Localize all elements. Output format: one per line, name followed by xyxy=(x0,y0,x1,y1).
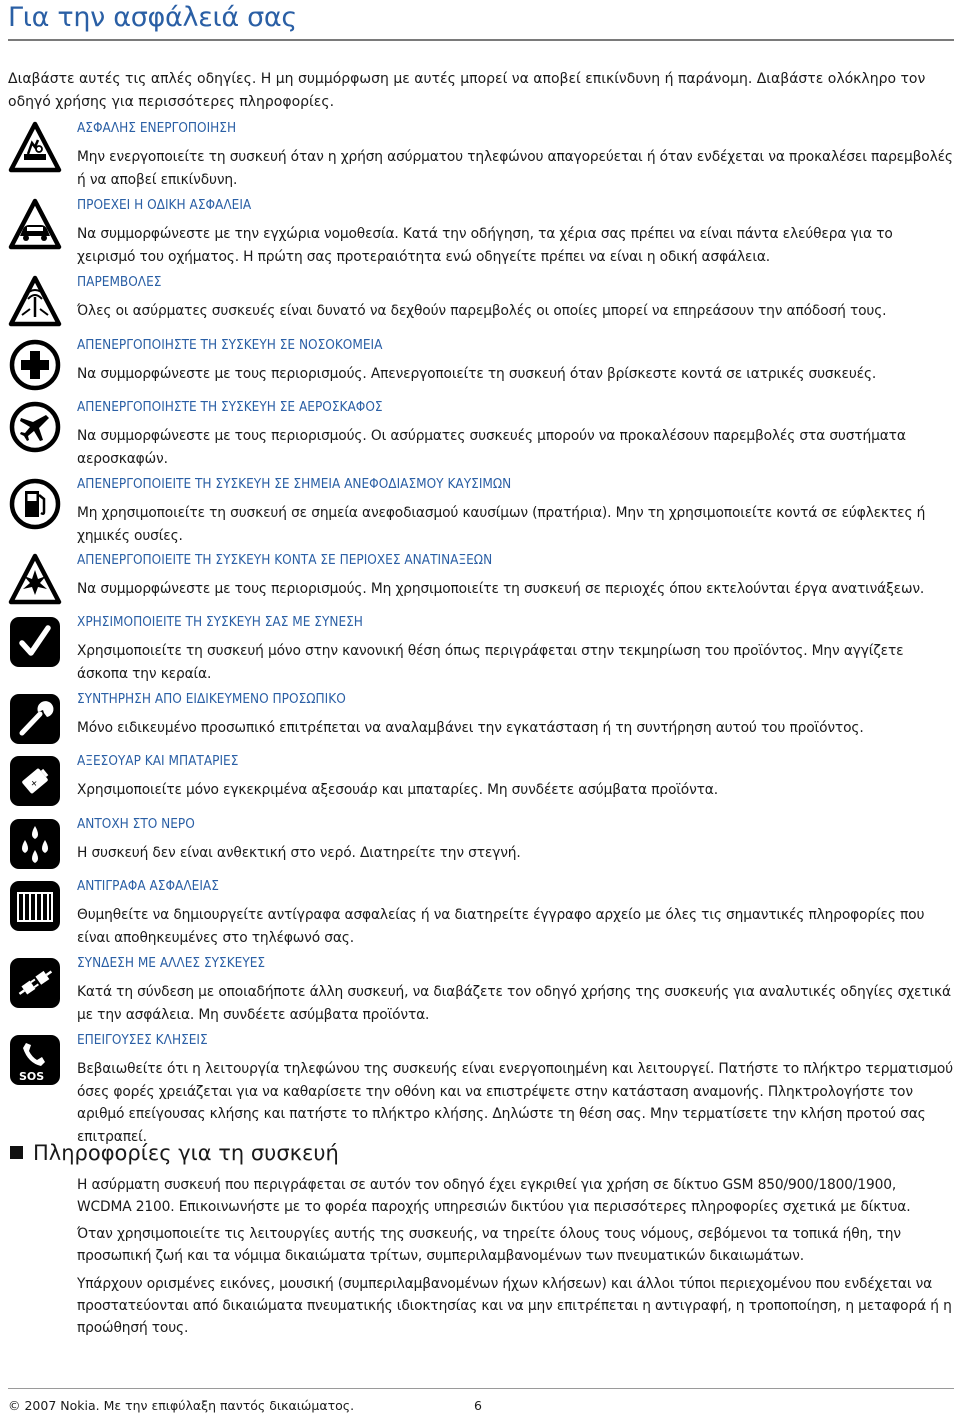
section-text: Χρησιμοποιείτε μόνο εγκεκριμένα αξεσουάρ και μπαταρίες. Μη συνδέετε ασύμβατα προϊόντα. xyxy=(77,782,718,798)
device-paragraph: Η ασύρματη συσκευή που περιγράφεται σε αυτόν τον οδηγό έχει εγκριθεί για χρήση σε δίκτυο GSM 850/900/1800/1900, WCDMA 2100. Επικοινωνήστε με το φορέα παροχής υπηρεσιών δικτύου για περισσότερες πληροφορίες σχετικά με δίκτυα. xyxy=(77,1177,911,1215)
section-text: Να συμμορφώνεστε με τους περιορισμούς. Οι ασύρματες συσκευές μπορούν να προκαλέσουν παρεμβολές στα συστήματα αεροσκαφών. xyxy=(77,428,906,467)
section-heading: ΑΝΤΙΓΡΑΦΑ ΑΣΦΑΛΕΙΑΣ xyxy=(77,878,219,894)
section-heading: ΧΡΗΣΙΜΟΠΟΙΕΙΤΕ ΤΗ ΣΥΣΚΕΥΗ ΣΑΣ ΜΕ ΣΥΝΕΣΗ xyxy=(77,614,363,630)
road-safety-icon xyxy=(8,198,62,252)
copyright-text: © 2007 Nokia. Με την επιφύλαξη παντός δικαιώματος. xyxy=(8,1398,355,1413)
section-heading: ΑΠΕΝΕΡΓΟΠΟΙΕΙΤΕ ΤΗ ΣΥΣΚΕΥΗ ΣΕ ΣΗΜΕΙΑ ΑΝΕΦΟΔΙΑΣΜΟΥ ΚΑΥΣΙΜΩΝ xyxy=(77,476,512,492)
section-heading: ΑΠΕΝΕΡΓΟΠΟΙΗΣΤΕ ΤΗ ΣΥΣΚΕΥΗ ΣΕ ΝΟΣΟΚΟΜΕΙΑ xyxy=(77,337,383,353)
section-heading: ΕΠΕΙΓΟΥΣΕΣ ΚΛΗΣΕΙΣ xyxy=(77,1032,208,1048)
section-heading: ΑΝΤΟΧΗ ΣΤΟ ΝΕΡΟ xyxy=(77,816,195,832)
page-number: 6 xyxy=(474,1398,482,1413)
aircraft-icon xyxy=(8,400,62,454)
section-heading: ΑΠΕΝΕΡΓΟΠΟΙΕΙΤΕ ΤΗ ΣΥΣΚΕΥΗ ΚΟΝΤΑ ΣΕ ΠΕΡΙΟΧΕΣ ΑΝΑΤΙΝΑΞΕΩΝ xyxy=(77,552,493,568)
backup-icon xyxy=(8,879,62,933)
section-text: Να συμμορφώνεστε με τους περιορισμούς. Μη χρησιμοποιείτε τη συσκευή σε περιοχές όπου εκτελούνται έργα ανατινάξεων. xyxy=(77,581,925,597)
title-divider xyxy=(8,39,954,41)
section-text: Βεβαιωθείτε ότι η λειτουργία τηλεφώνου της συσκευής είναι ενεργοποιημένη και λειτουργεί. Πατήστε το πλήκτρο τερματισμού όσες φορές χρειάζεται για να καθαρίσετε την οθόνη και να επιστρέψετε στην κατάσταση αναμονής. Πληκτρολογήστε τον αριθμό επείγουσας κλήσης και πατήστε το πλήκτρο κλήσης. Δηλώστε τη θέση σας. Μην τερματίσετε την κλήση προτού σας επιτραπεί. xyxy=(77,1061,954,1145)
svg-text:SOS: SOS xyxy=(19,1070,45,1083)
hospital-icon xyxy=(8,338,62,392)
checkmark-icon xyxy=(8,615,62,669)
interference-icon xyxy=(8,275,62,329)
section-text: Να συμμορφώνεστε με την εγχώρια νομοθεσία. Κατά την οδήγηση, τα χέρια σας πρέπει να είναι πάντα ελεύθερα για το χειρισμό του οχήματος. Η πρώτη σας προτεραιότητα ενώ οδηγείτε πρέπει να είναι η οδική ασφάλεια. xyxy=(77,226,893,265)
fuel-pump-icon xyxy=(8,477,62,531)
water-drops-icon xyxy=(8,817,62,871)
footer-divider xyxy=(8,1388,954,1389)
heading-bullet xyxy=(10,1146,23,1159)
section-text: Θυμηθείτε να δημιουργείτε αντίγραφα ασφαλείας ή να διατηρείτε έγγραφο αρχείο με όλες τις σημαντικές πληροφορίες που είναι αποθηκευμένες στο τηλέφωνό σας. xyxy=(77,907,925,946)
section-heading: ΣΥΝΤΗΡΗΣΗ ΑΠΟ ΕΙΔΙΚΕΥΜΕΝΟ ΠΡΟΣΩΠΙΚΟ xyxy=(77,691,346,707)
section-text: Να συμμορφώνεστε με τους περιορισμούς. Απενεργοποιείτε τη συσκευή όταν βρίσκεστε κοντά σε ιατρικές συσκευές. xyxy=(77,366,877,382)
section-text: Κατά τη σύνδεση με οποιαδήποτε άλλη συσκευή, να διαβάζετε τον οδηγό χρήσης της συσκευής για αναλυτικές οδηγίες σχετικά με την ασφάλεια. Μη συνδέετε ασύμβατα προϊόντα. xyxy=(77,984,951,1023)
section-text: Μην ενεργοποιείτε τη συσκευή όταν η χρήση ασύρματου τηλεφώνου απαγορεύεται ή όταν ενδέχεται να προκαλέσει παρεμβολές ή να αποβεί επικίνδυνη. xyxy=(77,149,953,188)
section-text: Μόνο ειδικευμένο προσωπικό επιτρέπεται να αναλαμβάνει την εγκατάσταση ή τη συντήρηση αυτού του προϊόντος. xyxy=(77,720,864,736)
page-title: Για την ασφάλειά σας xyxy=(8,2,297,33)
device-paragraph: Υπάρχουν ορισμένες εικόνες, μουσική (συμπεριλαμβανομένων ήχων κλήσεων) και άλλοι τύποι περιεχομένου που ενδέχεται να προστατεύονται από δικαιώματα πνευματικής ιδιοκτησίας και να μην επιτρέπεται η αντιγραφή, η τροποποίηση, η μεταφορά ή η προώθησή τους. xyxy=(77,1276,952,1336)
intro-text: Διαβάστε αυτές τις απλές οδηγίες. Η μη συμμόρφωση με αυτές μπορεί να αποβεί επικίνδυνη ή παράνομη. Διαβάστε ολόκληρο τον οδηγό χρήσης για περισσότερες πληροφορίες. xyxy=(8,71,926,110)
section-text: Όλες οι ασύρματες συσκευές είναι δυνατό να δεχθούν παρεμβολές οι οποίες μπορεί να επηρεάσουν την απόδοσή τους. xyxy=(77,303,887,319)
section-text: Χρησιμοποιείτε τη συσκευή μόνο στην κανονική θέση όπως περιγράφεται στην τεκμηρίωση του προϊόντος. Μην αγγίζετε άσκοπα την κεραία. xyxy=(77,643,904,682)
blasting-icon xyxy=(8,553,62,607)
section-heading: ΑΞΕΣΟΥΑΡ ΚΑΙ ΜΠΑΤΑΡΙΕΣ xyxy=(77,753,239,769)
section-heading: ΠΡΟΕΧΕΙ Η ΟΔΙΚΗ ΑΣΦΑΛΕΙΑ xyxy=(77,197,252,213)
section-text: Μη χρησιμοποιείτε τη συσκευή σε σημεία ανεφοδιασμού καυσίμων (πρατήρια). Μην τη χρησιμοποιείτε κοντά σε εύφλεκτες ή χημικές ουσίες. xyxy=(77,505,926,544)
plug-icon xyxy=(8,956,62,1010)
wrench-icon xyxy=(8,692,62,746)
section-text: Η συσκευή δεν είναι ανθεκτική στο νερό. Διατηρείτε την στεγνή. xyxy=(77,845,521,861)
switch-on-safely-icon xyxy=(8,121,62,175)
device-paragraph: Όταν χρησιμοποιείτε τις λειτουργίες αυτής της συσκευής, να τηρείτε όλους τους νόμους, σεβόμενοι τα τοπικά ήθη, την προσωπική ζωή και τα νόμιμα δικαιώματα τρίτων, συμπεριλαμβανομένων των πνευματικών δικαιωμάτων. xyxy=(77,1226,901,1264)
sos-phone-icon xyxy=(8,1033,62,1087)
battery-icon xyxy=(8,754,62,808)
section-heading: ΑΣΦΑΛΗΣ ΕΝΕΡΓΟΠΟΙΗΣΗ xyxy=(77,120,237,136)
svg-text:+: + xyxy=(28,777,41,791)
section-heading: ΣΥΝΔΕΣΗ ΜΕ ΑΛΛΕΣ ΣΥΣΚΕΥΕΣ xyxy=(77,955,266,971)
section-heading: ΠΑΡΕΜΒΟΛΕΣ xyxy=(77,274,162,290)
section-heading: ΑΠΕΝΕΡΓΟΠΟΙΗΣΤΕ ΤΗ ΣΥΣΚΕΥΗ ΣΕ ΑΕΡΟΣΚΑΦΟΣ xyxy=(77,399,383,415)
device-info-heading: Πληροφορίες για τη συσκευή xyxy=(33,1141,339,1165)
